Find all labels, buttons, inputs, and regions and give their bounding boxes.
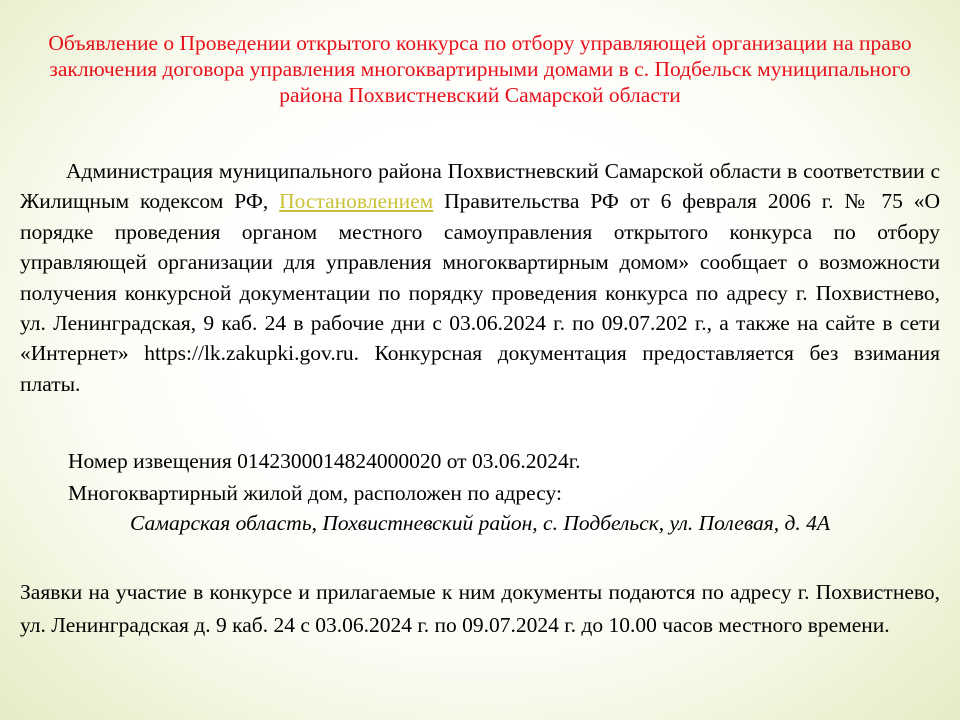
main-paragraph bbox=[20, 156, 940, 399]
main-paragraph-text bbox=[20, 156, 940, 399]
notice-number-line: Номер извещения 0142300014824000020 от 03.06.2024г. bbox=[68, 449, 581, 473]
main-text-before-link: Администрация муниципального района Похвистневский Самарской области в соответствии с Жилищным кодексом РФ, bbox=[20, 159, 940, 214]
house-location-line: Многоквартирный жилой дом, расположен по адресу: bbox=[68, 481, 562, 505]
house-address: Самарская область, Похвистневский район, с. Подбельск, ул. Полевая, д. 4А bbox=[129, 511, 831, 535]
main-text-after-link: Правительства РФ от 6 февраля 2006 г. № 75 «О порядке проведения органом местного самоуправления открытого конкурса по отбору управляющей организации для управления многоквартирным домом» сообщает о возможности получения конкурсной документации по порядку проведения конкурса по адресу г. Похвистнево, ул. Ленинградская, 9 каб. 24 в рабочие дни с 03.06.2024 г. по 09.07.202 г., а также на сайте в сети «Интернет» https://lk.zakupki.gov.ru. Конкурсная документация предоставляется без взимания платы. bbox=[20, 189, 940, 396]
announcement-title: Объявление о Проведении открытого конкурса по отбору управляющей организации на право заключения договора управления многоквартирными домами в с. Подбельск муниципального района Похвистневский Самарской области bbox=[48, 31, 912, 107]
resolution-link[interactable]: Постановлением bbox=[279, 189, 434, 214]
applications-paragraph: Заявки на участие в конкурсе и прилагаемые к ним документы подаются по адресу г. Похвистнево, ул. Ленинградская д. 9 каб. 24 с 03.06.2024 г. по 09.07.2024 г. до 10.00 часов местного времени. bbox=[20, 580, 940, 637]
